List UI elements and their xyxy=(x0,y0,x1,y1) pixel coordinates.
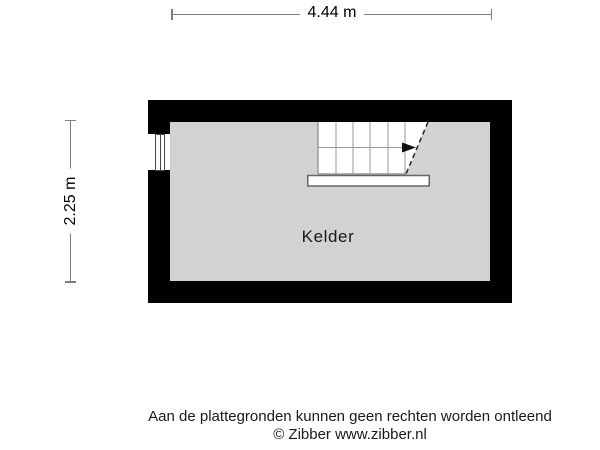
window-frame-icon xyxy=(155,134,165,171)
footer-copyright: © Zibber www.zibber.nl xyxy=(273,426,427,443)
dimension-tick-bottom xyxy=(65,281,76,283)
window-symbol xyxy=(148,134,170,170)
dimension-tick-right xyxy=(491,9,493,20)
dimension-width-label: 4.44 m xyxy=(252,4,412,22)
room-name-label: Kelder xyxy=(301,227,355,246)
dimension-height-label: 2.25 m xyxy=(62,169,80,234)
window-pane-line xyxy=(160,135,161,170)
dimension-tick-left xyxy=(171,9,173,20)
footer-disclaimer: Aan de plattegronden kunnen geen rechten worden ontleend xyxy=(148,408,552,425)
footer xyxy=(100,408,600,444)
dimension-tick-top xyxy=(65,120,76,122)
stair-landing-edge xyxy=(308,176,430,187)
staircase xyxy=(307,121,432,187)
